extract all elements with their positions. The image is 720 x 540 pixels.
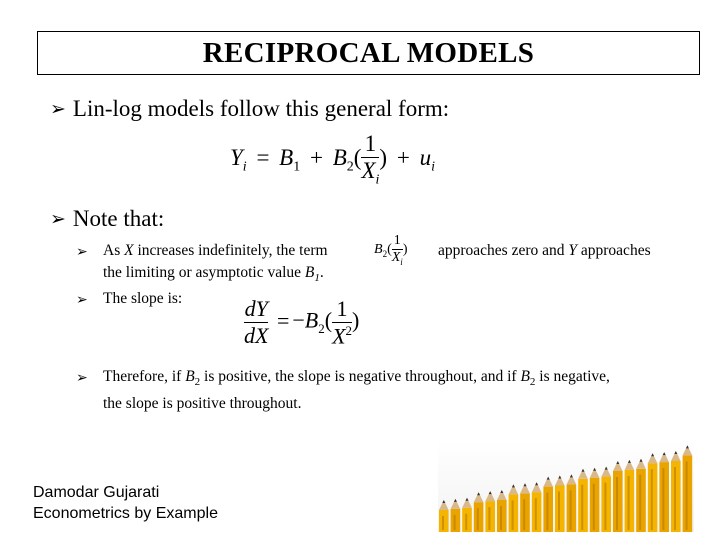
slope-equation xyxy=(244,296,359,349)
bullet-text: Note that: xyxy=(72,206,165,231)
text: approaches zero and xyxy=(438,242,569,259)
pencil-icon xyxy=(659,452,669,532)
sub-bullet-line-2: the slope is positive throughout. xyxy=(103,395,302,413)
pencil-icon xyxy=(485,491,495,532)
text: Therefore, if xyxy=(103,368,186,385)
pencil-icon xyxy=(555,476,565,533)
eq-rparen: ) xyxy=(402,242,408,258)
bullet-note xyxy=(50,206,164,232)
var-sub: 1 xyxy=(314,272,320,285)
pencils-icon xyxy=(438,440,694,532)
pencil-icon xyxy=(683,445,693,532)
eq-equals: = xyxy=(276,307,290,333)
pencil-icon xyxy=(590,468,600,532)
pencil-icon xyxy=(578,469,588,532)
text: As xyxy=(103,242,125,259)
eq-dx: dX xyxy=(244,323,269,349)
eq-sub-i: i xyxy=(431,159,435,175)
page-title: RECIPROCAL MODELS xyxy=(202,36,535,69)
pencils-image xyxy=(438,440,694,532)
pencil-icon xyxy=(625,460,635,532)
text: approaches xyxy=(577,242,651,259)
pencil-icon xyxy=(451,499,461,532)
title-box xyxy=(37,31,700,75)
eq-b1: B xyxy=(279,145,294,171)
eq-x: X xyxy=(361,158,376,183)
arrow-bullet-icon: ➢ xyxy=(50,98,66,120)
eq-sup-2: 2 xyxy=(345,323,353,338)
author-name: Damodar Gujarati xyxy=(33,484,160,501)
eq-plus: + xyxy=(396,145,410,171)
eq-x: X xyxy=(391,250,401,265)
pencil-icon xyxy=(601,467,611,532)
eq-sub-i: i xyxy=(242,159,247,175)
pencil-icon xyxy=(520,483,530,532)
var-sub: 2 xyxy=(529,376,536,389)
text: is negative, xyxy=(535,368,610,385)
term-equation xyxy=(374,233,407,267)
arrow-bullet-icon: ➢ xyxy=(76,292,88,308)
sub-bullet-therefore xyxy=(76,366,706,415)
var-b: B xyxy=(304,264,315,281)
pencil-icon xyxy=(671,451,681,532)
eq-fraction xyxy=(361,131,379,189)
pencil-icon xyxy=(474,492,484,532)
sub-bullet-limit-tail xyxy=(438,240,651,262)
arrow-bullet-icon: ➢ xyxy=(50,208,66,230)
pencil-icon xyxy=(439,500,449,532)
pencil-icon xyxy=(636,459,646,532)
var-b: B xyxy=(520,368,530,385)
text: . xyxy=(319,264,324,281)
eq-dy: dY xyxy=(244,296,268,322)
eq-b2: B xyxy=(332,145,347,171)
pencil-icon xyxy=(567,474,577,532)
sub-bullet-text: The slope is: xyxy=(103,290,183,307)
eq-lparen: ( xyxy=(387,242,392,258)
eq-lparen: ( xyxy=(353,145,362,171)
eq-b2: B xyxy=(304,307,319,333)
eq-x: X xyxy=(332,323,346,349)
arrow-bullet-icon: ➢ xyxy=(76,244,88,260)
eq-sub-i: i xyxy=(400,256,403,267)
eq-y: Y xyxy=(230,145,243,171)
pencil-icon xyxy=(462,498,472,532)
eq-rparen: ) xyxy=(352,307,360,333)
eq-numerator: 1 xyxy=(393,233,401,248)
var-b: B xyxy=(185,368,195,385)
pencil-icon xyxy=(532,482,542,532)
pencil-icon xyxy=(543,477,553,532)
arrow-bullet-icon: ➢ xyxy=(76,370,88,386)
pencil-icon xyxy=(613,461,623,532)
eq-sub-i: i xyxy=(375,172,380,188)
pencil-icon xyxy=(509,484,519,532)
var-y: Y xyxy=(568,242,578,259)
eq-fraction xyxy=(392,233,403,267)
eq-sub-2: 2 xyxy=(382,248,388,259)
pencil-icon xyxy=(497,490,507,532)
eq-equals: = xyxy=(256,145,270,171)
eq-u: u xyxy=(419,145,432,171)
eq-b2: B xyxy=(374,242,383,258)
book-title: Econometrics by Example xyxy=(33,505,218,522)
eq-rparen: ) xyxy=(379,145,388,171)
eq-fraction xyxy=(332,296,352,349)
eq-numerator: 1 xyxy=(336,296,348,321)
text: is positive, the slope is negative throughout, and if xyxy=(200,368,521,385)
sub-bullet-slope xyxy=(76,288,182,310)
main-equation xyxy=(230,131,435,189)
bullet-general-form xyxy=(50,96,449,122)
pencil-icon xyxy=(648,453,658,532)
sub-bullet-line-1 xyxy=(76,366,706,393)
eq-sub-2: 2 xyxy=(318,321,325,337)
eq-minus: − xyxy=(292,307,305,333)
eq-sub-1: 1 xyxy=(293,159,301,175)
eq-numerator: 1 xyxy=(364,131,377,156)
eq-lparen: ( xyxy=(324,307,333,333)
eq-sub-2: 2 xyxy=(346,159,354,175)
eq-plus: + xyxy=(309,145,323,171)
var-sub: 2 xyxy=(194,376,201,389)
author-credit xyxy=(33,482,218,524)
bullet-text: Lin-log models follow this general form: xyxy=(72,96,450,121)
text: increases indefinitely, the term xyxy=(133,242,328,259)
var-x: X xyxy=(124,242,134,259)
text: the limiting or asymptotic value xyxy=(103,264,305,281)
eq-derivative xyxy=(244,296,268,349)
